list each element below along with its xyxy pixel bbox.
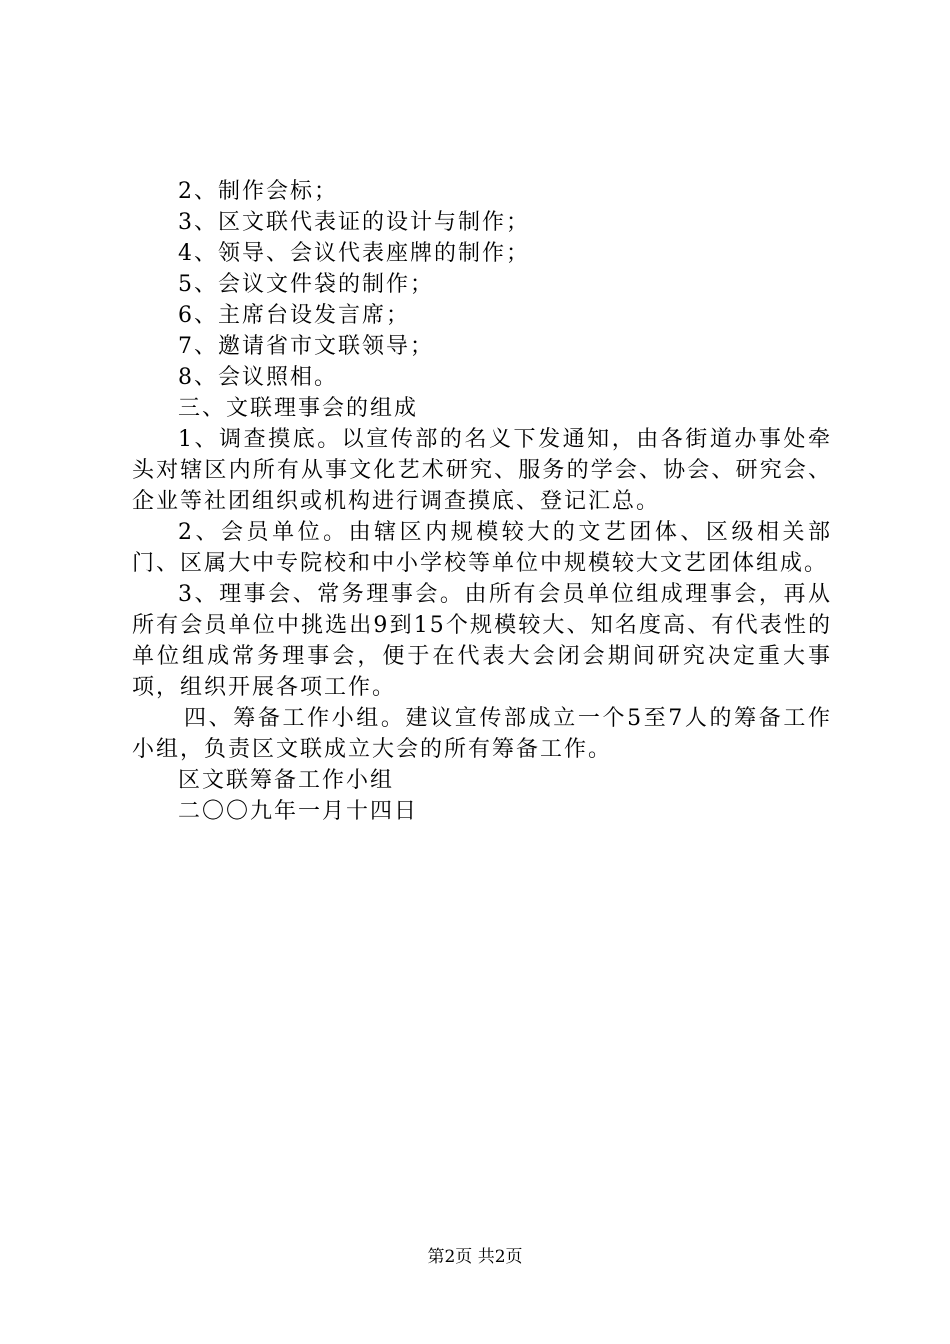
paragraph-preparatory-group: 四、筹备工作小组。建议宣传部成立一个5至7人的筹备工作小组，负责区文联成立大会的所有筹备工作。 bbox=[132, 706, 832, 762]
signature: 区文联筹备工作小组 bbox=[178, 768, 395, 793]
list-item: 4、领导、会议代表座牌的制作； bbox=[178, 241, 530, 266]
paragraph-survey: 1、调查摸底。以宣传部的名义下发通知，由各街道办事处牵头对辖区内所有从事文化艺术研究、服务的学会、协会、研究会、企业等社团组织或机构进行调查摸底、登记汇总。 bbox=[132, 427, 832, 514]
section-heading: 三、文联理事会的组成 bbox=[178, 396, 419, 421]
document-body bbox=[132, 176, 832, 827]
list-item: 5、会议文件袋的制作； bbox=[178, 272, 434, 297]
list-item: 3、区文联代表证的设计与制作； bbox=[178, 210, 530, 235]
list-item: 7、邀请省市文联领导； bbox=[178, 334, 434, 359]
list-item: 2、制作会标； bbox=[178, 179, 338, 204]
list-item: 6、主席台设发言席； bbox=[178, 303, 410, 328]
list-item: 8、会议照相。 bbox=[178, 365, 338, 390]
paragraph-member-units: 2、会员单位。由辖区内规模较大的文艺团体、区级相关部门、区属大中专院校和中小学校等单位中规模较大文艺团体组成。 bbox=[132, 520, 832, 576]
document-date: 二〇〇九年一月十四日 bbox=[178, 799, 419, 824]
paragraph-council: 3、理事会、常务理事会。由所有会员单位组成理事会，再从所有会员单位中挑选出9到15个规模较大、知名度高、有代表性的单位组成常务理事会，便于在代表大会闭会期间研究决定重大事项，组织开展各项工作。 bbox=[132, 582, 832, 700]
page-footer: 第2页 共2页 bbox=[427, 1247, 523, 1267]
